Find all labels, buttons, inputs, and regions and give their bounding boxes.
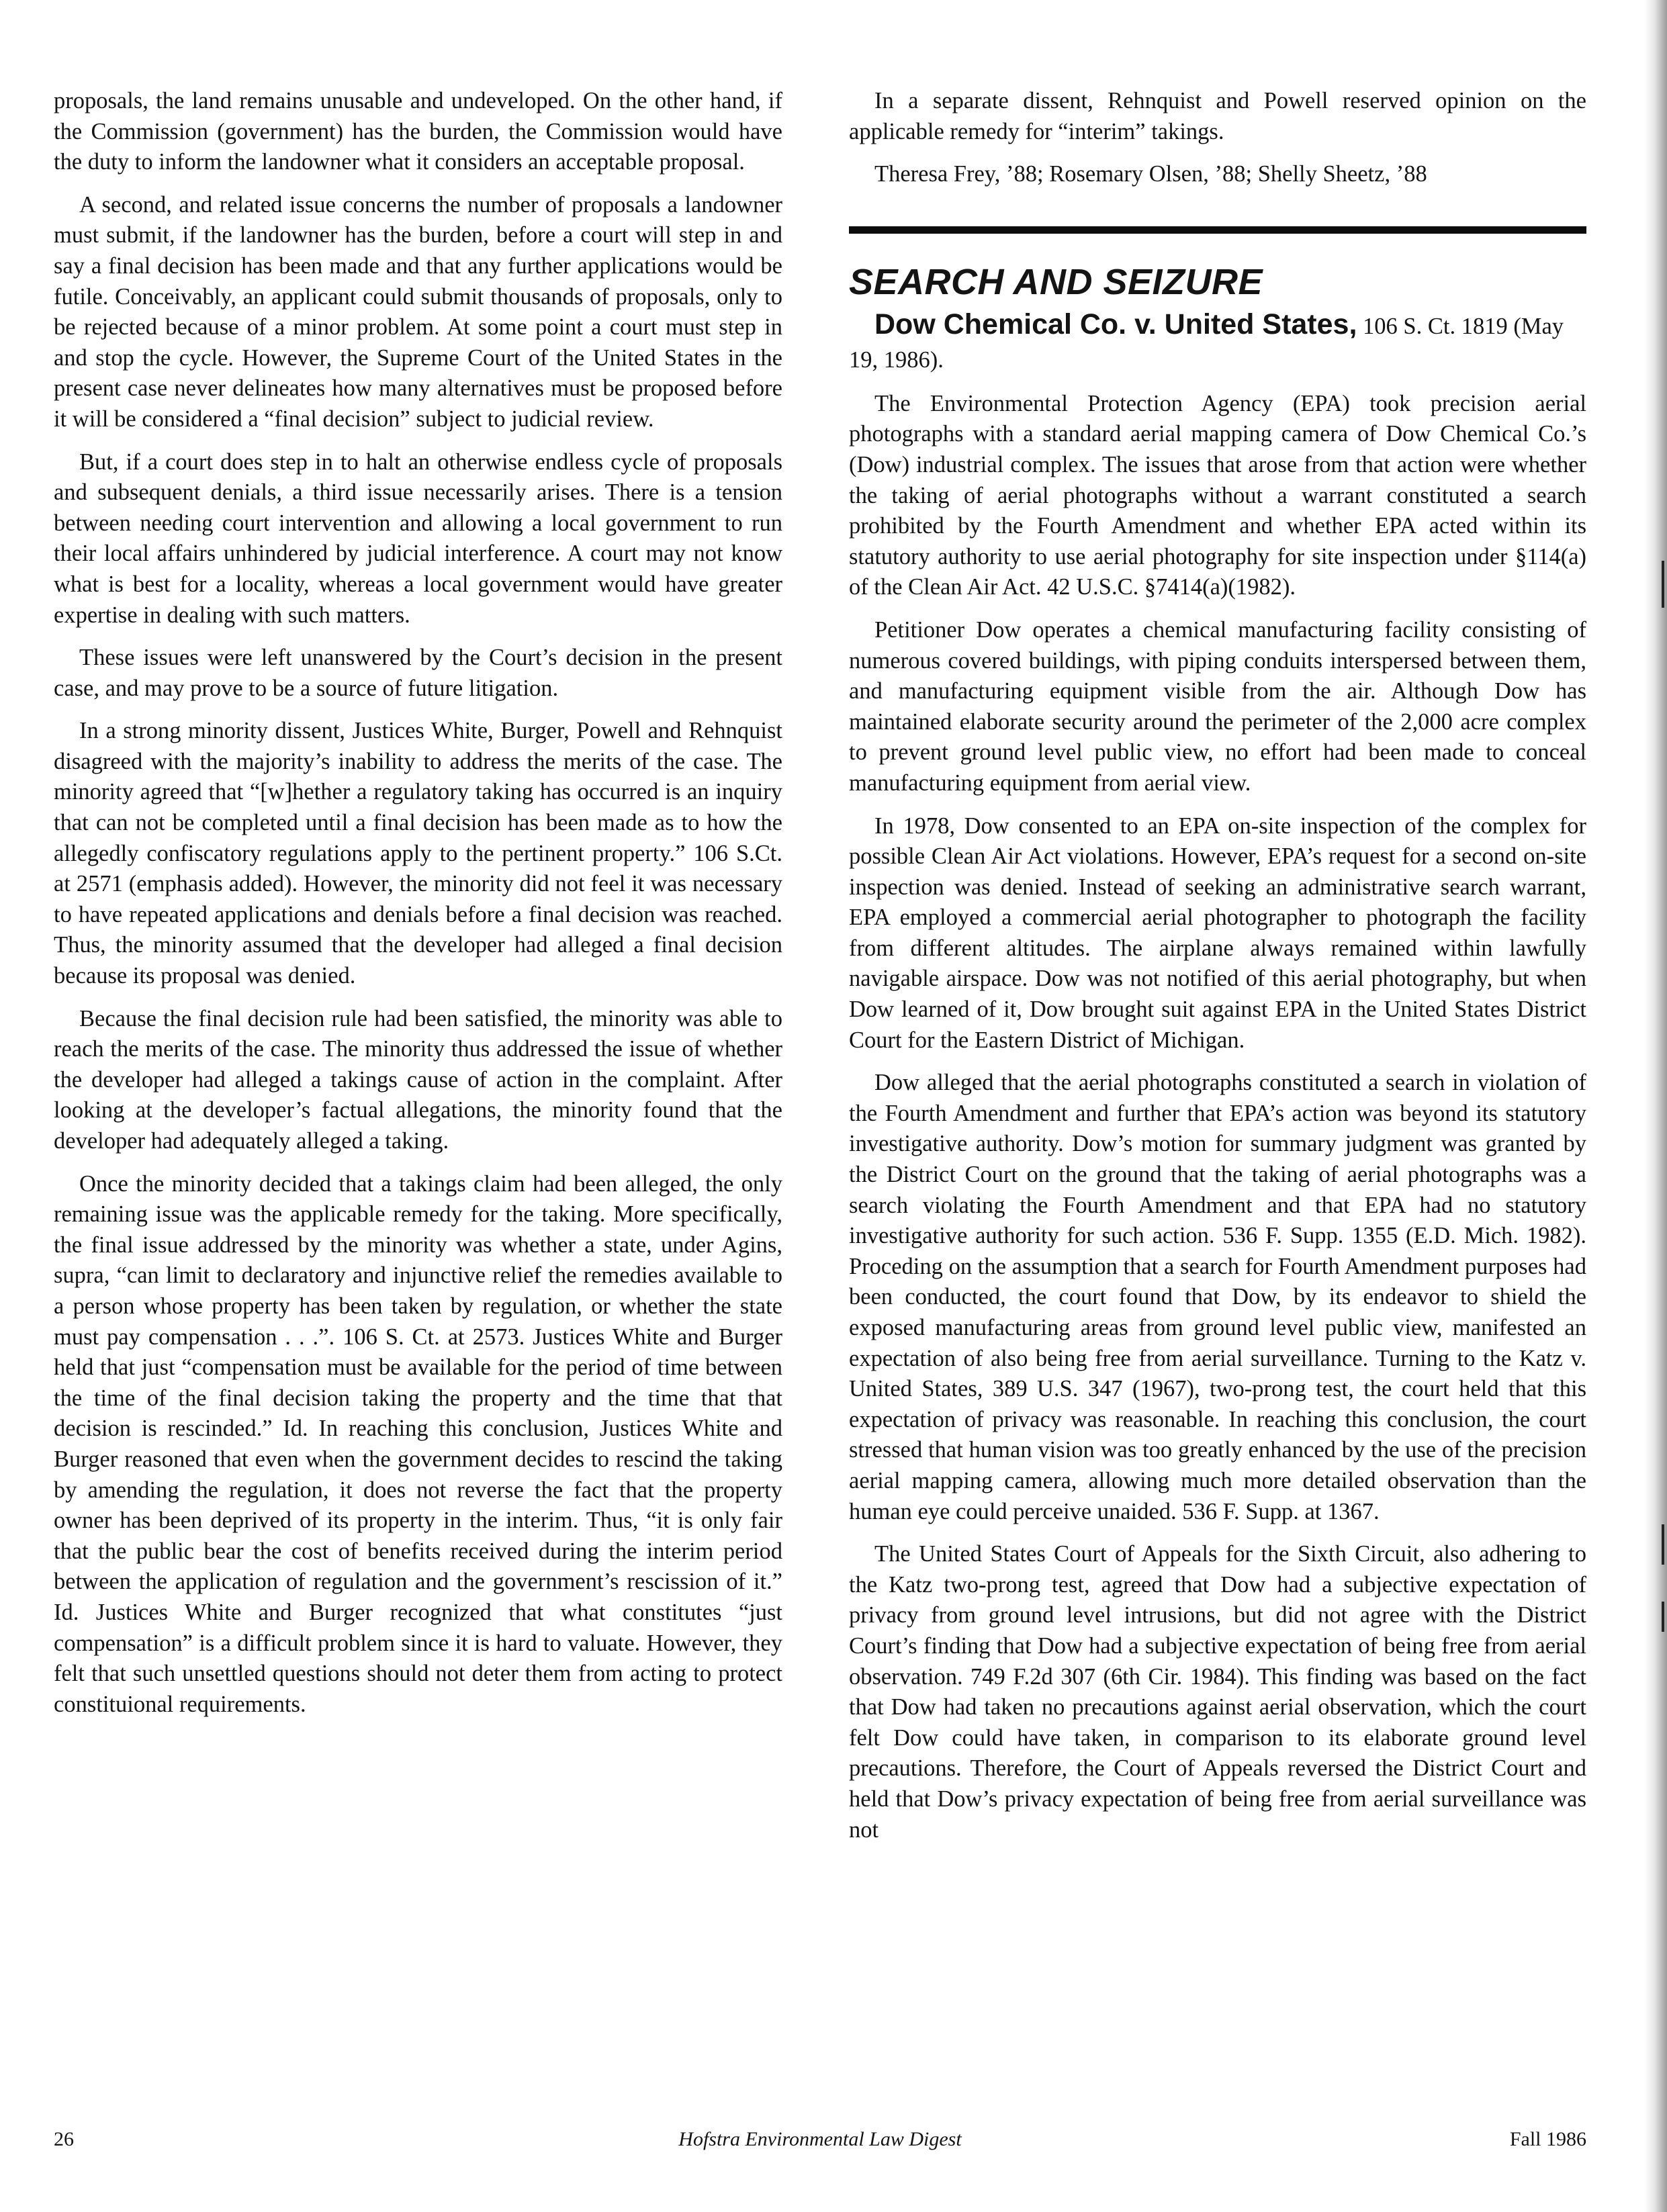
paragraph: Petitioner Dow operates a chemical manufacturing facility consisting of numerous covered buildings, with piping conduits interspersed between them, and manufacturing equipment visible from the air. Although Dow has maintained elaborate security around the perimeter of the 2,000 acre complex to prevent ground level public view, no effort had been made to conceal manufacturing equipment from aerial view.	[849, 616, 1586, 796]
paragraph: Dow alleged that the aerial photographs constituted a search in violation of the Fourth Amendment and further that EPA’s action was beyond its statutory investigative authority. Dow’s motion for summary judgment was granted by the District Court on the ground that the taking of aerial photographs was a search violating the Fourth Amendment and that EPA had no statutory investigative authority for such action. 536 F. Supp. 1355 (E.D. Mich. 1982). Proceding on the assumption that a search for Fourth Amendment purposes had been conducted, the court found that Dow, by its endeavor to shield the exposed manufacturing areas from ground level public view, manifested an expectation of also being free from aerial surveillance. Turning to the Katz v. United States, 389 U.S. 347 (1967), two-prong test, the court held that this expectation of privacy was reasonable. In reaching this conclusion, the court stressed that human vision was too greatly enhanced by the use of the precision aerial mapping camera, allowing much more detailed observation than the human eye could perceive unaided. 536 F. Supp. at 1367.	[849, 1070, 1586, 1524]
case-heading	[849, 308, 1586, 377]
case-name: Dow Chemical Co. v. United States,	[874, 308, 1357, 340]
paragraph: The Environmental Protection Agency (EPA) took precision aerial photographs with a standard aerial mapping camera of Dow Chemical Co.’s (Dow) industrial complex. The issues that arose from that action were whether the taking of aerial photographs without a warrant constituted a search prohibited by the Fourth Amendment and whether EPA acted within its statutory authority to use aerial photography for site inspection under §114(a) of the Clean Air Act. 42 U.S.C. §7414(a)(1982).	[849, 390, 1586, 600]
right-column	[849, 86, 1586, 1857]
scan-edge-mark	[1662, 561, 1664, 608]
scan-edge-mark	[1662, 1602, 1664, 1632]
author-byline: Theresa Frey, ’88; Rosemary Olsen, ’88; Shelly Sheetz, ’88	[874, 161, 1427, 187]
paragraph: These issues were left unanswered by the Court’s decision in the present case, and may prove to be a source of future litigation.	[54, 645, 782, 701]
paragraph: Because the final decision rule had been satisfied, the minority was able to reach the merits of the case. The minority thus addressed the issue of whether the developer had alleged a takings cause of action in the complaint. After looking at the developer’s factual allegations, the minority found that the developer had adequately alleged a taking.	[54, 1005, 782, 1154]
scan-edge-shadow	[1644, 0, 1667, 2212]
paragraph: The United States Court of Appeals for the Sixth Circuit, also adhering to the Katz two-prong test, agreed that Dow had a subjective expectation of privacy from ground level intrusions, but did not agree with the District Court’s finding that Dow had a subjective expectation of being free from aerial observation. 749 F.2d 307 (6th Cir. 1984). This finding was based on the fact that Dow had taken no precautions against aerial observation, which the court felt Dow could have taken, in comparison to its elaborate ground level precautions. Therefore, the Court of Appeals reversed the District Court and held that Dow’s privacy expectation of being free from aerial surveillance was not	[849, 1541, 1586, 1843]
scan-edge-mark	[1662, 1524, 1664, 1565]
case-citation: 106 S. Ct. 1819 (May 19, 1986).	[849, 313, 1564, 373]
paragraph: proposals, the land remains unusable and undeveloped. On the other hand, if the Commission (government) has the burden, the Commission would have the duty to inform the landowner what it considers an acceptable proposal.	[54, 88, 782, 175]
issue-date: Fall 1986	[1509, 2128, 1586, 2150]
paragraph: In a separate dissent, Rehnquist and Powell reserved opinion on the applicable remedy for “interim” takings.	[849, 88, 1586, 144]
left-column	[54, 86, 782, 1732]
paragraph: In 1978, Dow consented to an EPA on-site inspection of the complex for possible Clean Air Act violations. However, EPA’s request for a second on-site inspection was denied. Instead of seeking an administrative search warrant, EPA employed a commercial aerial photographer to photograph the facility from different altitudes. The airplane always remained within lawfully navigable airspace. Dow was not notified of this aerial photography, but when Dow learned of it, Dow brought suit against EPA in the United States District Court for the Eastern District of Michigan.	[849, 813, 1586, 1053]
paragraph: A second, and related issue concerns the number of proposals a landowner must submit, if the landowner has the burden, before a court will step in and say a final decision has been made and that any further applications would be futile. Conceivably, an applicant could submit thousands of proposals, only to be rejected because of a minor problem. At some point a court must step in and stop the cycle. However, the Supreme Court of the United States in the present case never delineates how many alternatives must be proposed before it will be considered a “final decision” subject to judicial review.	[54, 191, 782, 432]
paragraph: But, if a court does step in to halt an otherwise endless cycle of proposals and subsequent denials, a third issue necessarily arises. There is a tension between needing court intervention and allowing a local government to run their local affairs unhindered by judicial interference. A court may not know what is best for a locality, whereas a local government would have greater expertise in dealing with such matters.	[54, 449, 782, 628]
section-divider	[849, 226, 1586, 234]
paragraph: In a strong minority dissent, Justices White, Burger, Powell and Rehnquist disagreed with the majority’s inability to address the merits of the case. The minority agreed that “[w]hether a regulatory taking has occurred is an inquiry that can not be completed until a final decision has been made as to how the allegedly confiscatory regulations apply to the pertinent property.” 106 S.Ct. at 2571 (emphasis added). However, the minority did not feel it was necessary to have repeated applications and denials before a final decision was reached. Thus, the minority assumed that the developer had alleged a final decision because its proposal was denied.	[54, 718, 782, 989]
section-title: SEARCH AND SEIZURE	[849, 261, 1263, 302]
paragraph: Once the minority decided that a takings claim had been alleged, the only remaining issue was the applicable remedy for the taking. More specifically, the final issue addressed by the minority was whether a state, under Agins, supra, “can limit to declaratory and injunctive relief the remedies available to a person whose property has been taken by regulation, or whether the state must pay compensation . . .”. 106 S. Ct. at 2573. Justices White and Burger held that just “compensation must be available for the period of time between the time of the final decision taking the property and the time that that decision is rescinded.” Id. In reaching this conclusion, Justices White and Burger reasoned that even when the government decides to rescind the taking by amending the regulation, it does not reverse the fact that the property owner has been deprived of its property in the interim. Thus, “it is only fair that the public bear the cost of benefits received during the interim period between the application of regulation and the government’s rescission of it.” Id. Justices White and Burger recognized that what constitutes “just compensation” is a difficult problem since it is hard to valuate. However, they felt that such unsettled questions should not deter them from acting to protect constituional requirements.	[54, 1170, 782, 1717]
journal-name: Hofstra Environmental Law Digest	[678, 2128, 962, 2150]
page-footer	[54, 2125, 1586, 2154]
page-number: 26	[54, 2128, 74, 2150]
